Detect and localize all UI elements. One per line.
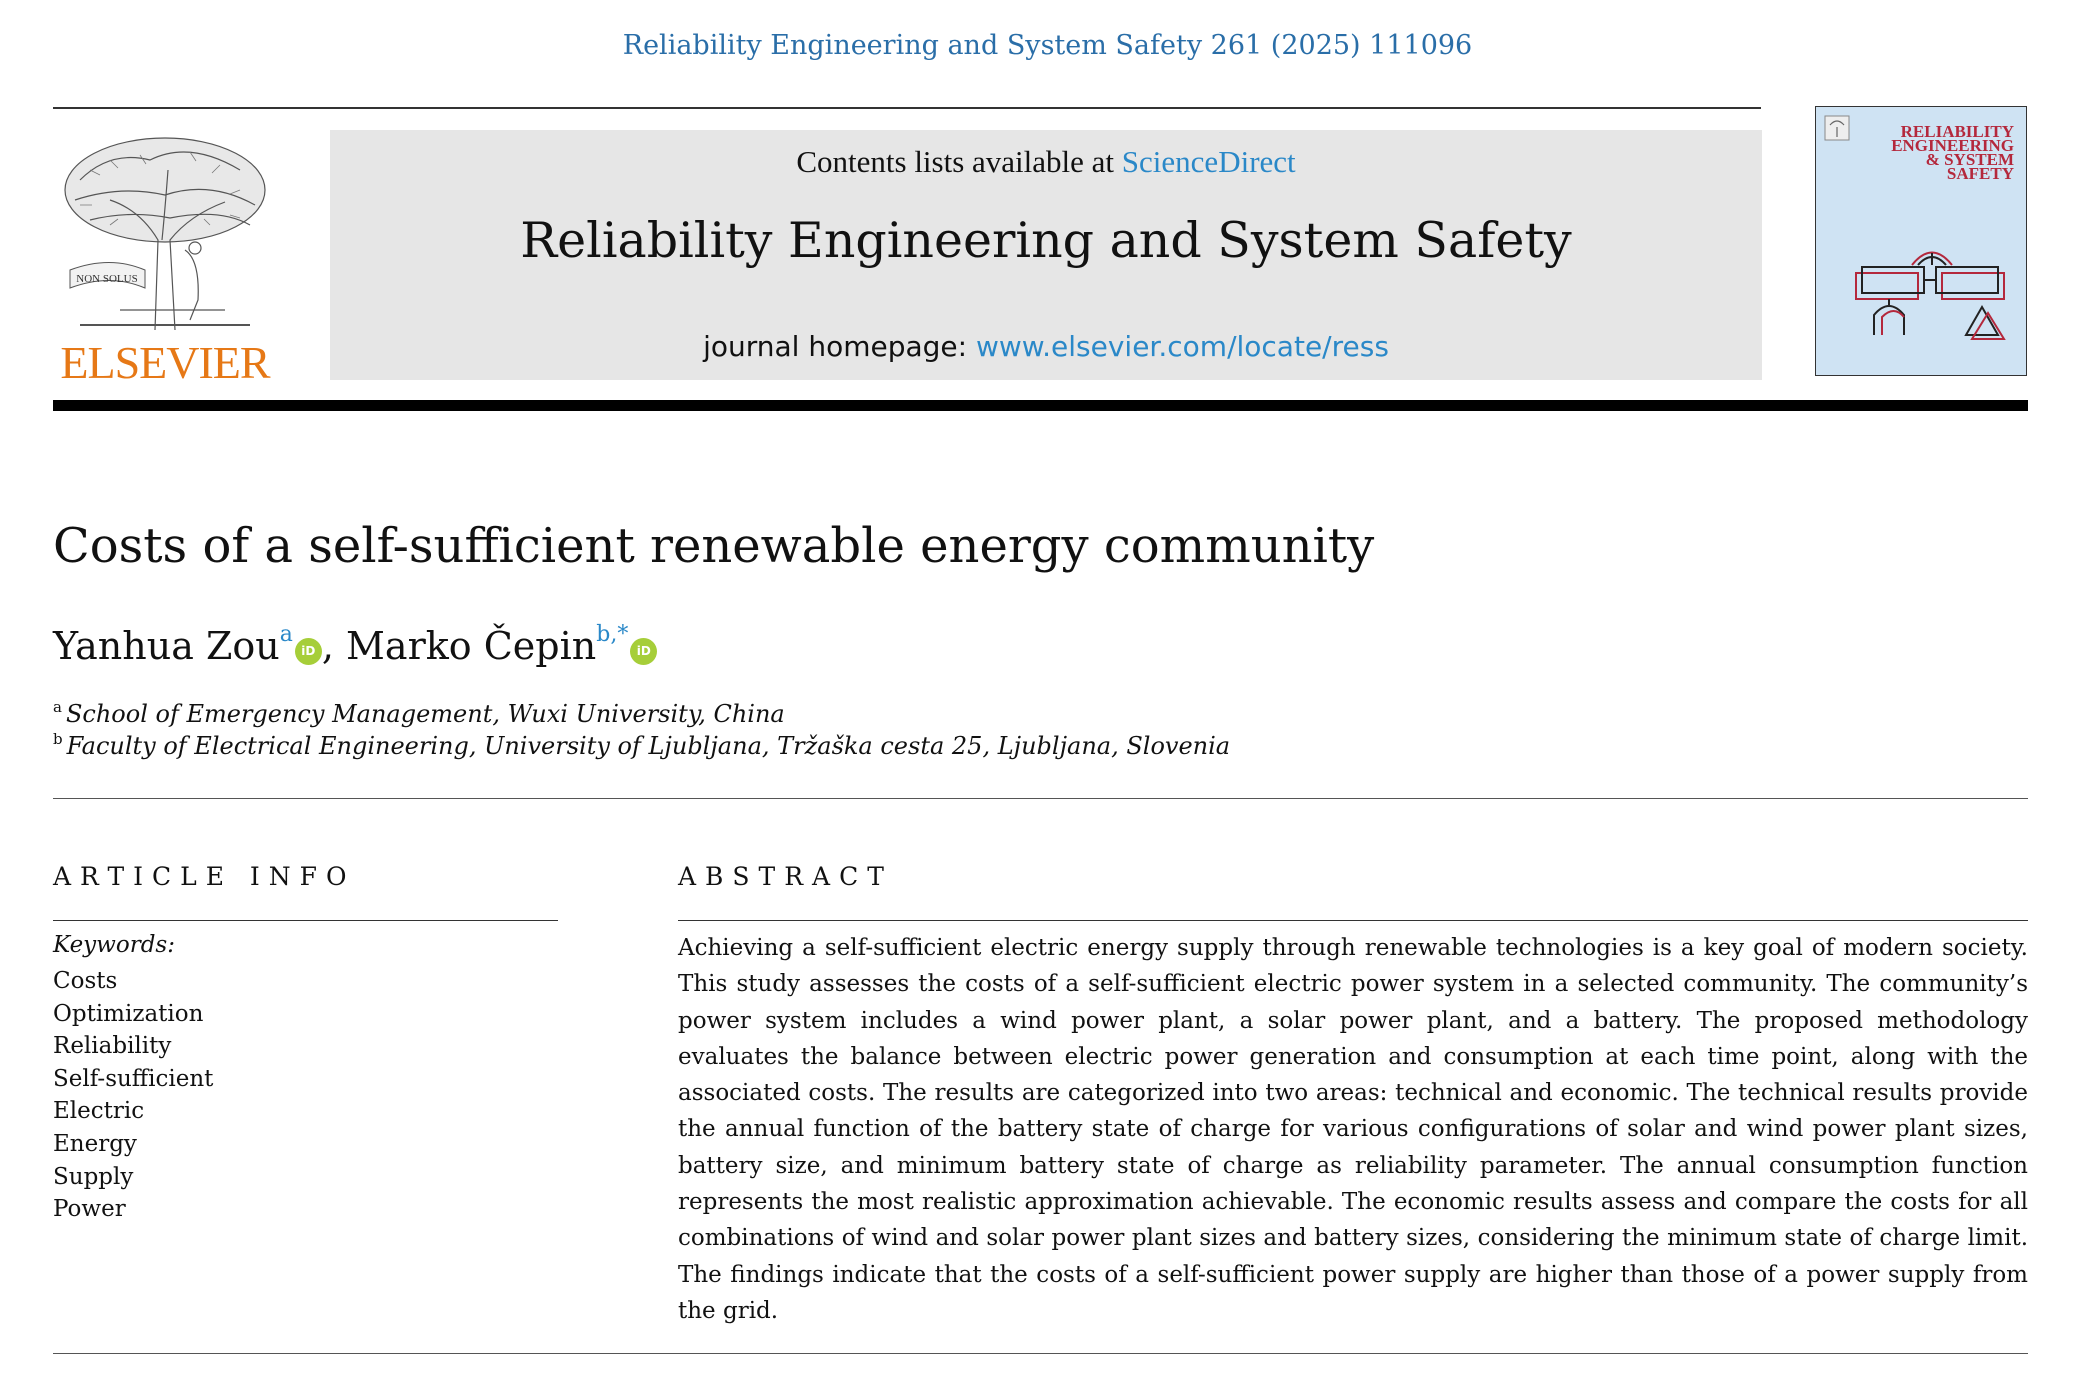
motto-ribbon [70, 263, 145, 289]
contents-prefix: Contents lists available at [796, 144, 1115, 179]
author-separator: , [321, 624, 334, 668]
orcid-icon[interactable]: iD [295, 638, 322, 665]
keyword-item: Energy [53, 1130, 137, 1157]
affiliation-text: Faculty of Electrical Engineering, University of Ljubljana, Tržaška cesta 25, Ljubljana, Slovenia [66, 732, 1231, 760]
affiliation-a [53, 698, 785, 728]
header-top-rule [53, 107, 1761, 109]
keyword-item: Optimization [53, 1000, 204, 1027]
abstract-heading: ABSTRACT [678, 862, 893, 891]
article-info-heading: ARTICLE INFO [53, 862, 356, 891]
affiliation-marker[interactable]: b,* [596, 622, 629, 647]
affiliation-sup: a [53, 698, 62, 716]
header-thick-rule [53, 400, 2028, 411]
homepage-line [330, 330, 1762, 363]
affiliation-text: School of Emergency Management, Wuxi University, China [65, 700, 785, 728]
author-list [53, 622, 657, 668]
journal-citation[interactable]: Reliability Engineering and System Safety 261 (2025) 111096 [622, 30, 1473, 61]
keyword-item: Costs [53, 968, 118, 994]
keywords-label: Keywords: [53, 932, 175, 958]
sciencedirect-link[interactable]: ScienceDirect [1121, 144, 1296, 179]
keyword-item: Self-sufficient [53, 1065, 214, 1092]
keyword-list [53, 965, 213, 1226]
keyword-item: Power [53, 1196, 126, 1223]
article-title: Costs of a self-sufficient renewable energy community [53, 518, 1375, 574]
keyword-item: Electric [53, 1098, 145, 1125]
journal-cover-thumbnail[interactable] [1815, 106, 2027, 376]
abstract-body: Achieving a self-sufficient electric energy supply through renewable technologies is a key goal of modern society. This study assesses the costs of a self-sufficient electric power system in a selected community. The community’s power system includes a wind power plant, a solar power plant, and a battery. The proposed methodology evaluates the balance between electric power generation and consumption at each time point, along with the associated costs. The results are categorized into two areas: technical and economic. The technical results provide the annual function of the battery state of charge for various configurations of solar and wind power plant sizes, battery size, and minimum battery state of charge as reliability parameter. The annual consumption function represents the most realistic approximation achievable. The economic results assess and compare the costs for all combinations of wind and solar power plant sizes and battery sizes, considering the minimum state of charge limit. The findings indicate that the costs of a self-sufficient power supply are higher than those of a power supply from the grid. [678, 935, 2028, 1324]
affiliation-sup: b [53, 730, 63, 748]
cover-title: RELIABILITY ENGINEERING & SYSTEM SAFETY [1891, 122, 2014, 183]
section-divider [53, 798, 2028, 799]
journal-homepage-link[interactable]: www.elsevier.com/locate/ress [976, 330, 1389, 363]
author-name[interactable]: Yanhua Zou [53, 624, 280, 668]
keyword-item: Reliability [53, 1033, 172, 1060]
contents-line [330, 144, 1762, 180]
article-info-rule [53, 920, 558, 921]
elsevier-tree-icon [50, 130, 280, 335]
bottom-rule [53, 1353, 2028, 1354]
homepage-prefix: journal homepage: [703, 330, 968, 363]
author-name[interactable]: Marko Čepin [346, 624, 597, 668]
affiliation-b [53, 730, 1230, 760]
journal-banner [330, 130, 1762, 380]
tree-motto: NON SOLUS [76, 273, 138, 285]
orcid-icon[interactable]: iD [630, 638, 657, 665]
elsevier-logo[interactable] [50, 130, 280, 388]
journal-title: Reliability Engineering and System Safety [520, 212, 1572, 269]
keyword-item: Supply [53, 1163, 134, 1190]
elsevier-wordmark: ELSEVIER [60, 337, 270, 388]
cover-diagram-icon [1854, 235, 2010, 345]
abstract-rule [678, 920, 2028, 921]
affiliation-marker[interactable]: a [279, 622, 293, 647]
